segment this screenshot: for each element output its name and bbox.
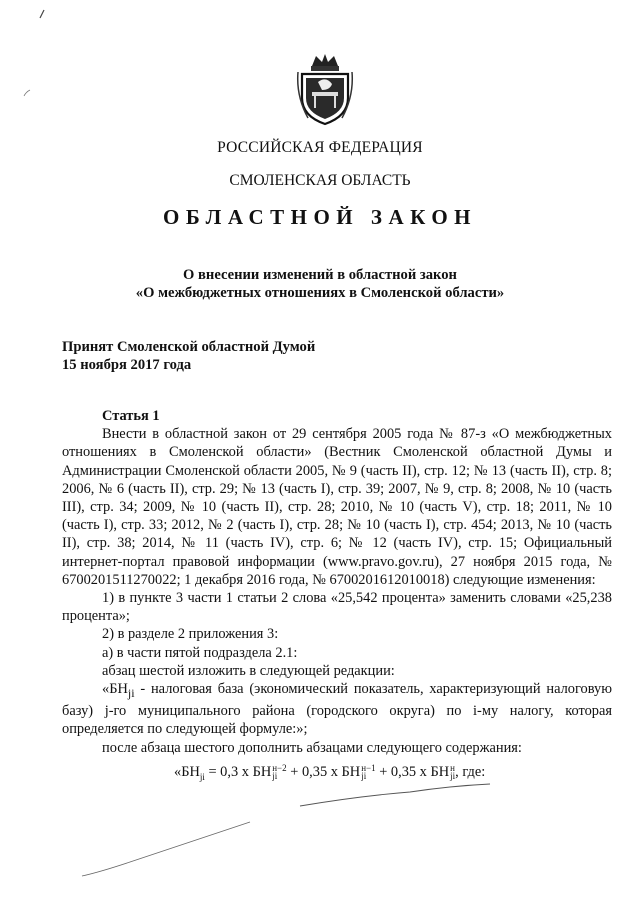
- document-type-heading: ОБЛАСТНОЙ ЗАКОН: [162, 205, 477, 229]
- law-body: [62, 407, 612, 786]
- formula-tail: , где:: [455, 763, 486, 780]
- region-heading: СМОЛЕНСКАЯ ОБЛАСТЬ: [229, 172, 411, 189]
- formula-term-2-sup: н−1: [361, 763, 376, 774]
- law-title-line-1: О внесении изменений в областной закон: [183, 267, 457, 283]
- formula-lhs: «БН: [174, 763, 200, 780]
- formula-lhs-sub: ji: [199, 771, 205, 782]
- formula-term-1-sub: ji: [272, 771, 278, 782]
- quote-rest: - налоговая база (экономический показатель, характеризующий налоговую базу) j-го муниципального района (городского округа) по i-му налогу, которая определяется по следующей формуле:»;: [62, 681, 612, 738]
- append-paragraphs-note: после абзаца шестого дополнить абзацами следующего содержания:: [102, 739, 522, 756]
- formula-term-2: + 0,35 x БН: [286, 763, 361, 780]
- adoption-info: [62, 338, 315, 374]
- law-title-line-2: «О межбюджетных отношениях в Смоленской области»: [135, 285, 505, 301]
- formula-term-1-sup: н−2: [272, 763, 287, 774]
- article-item-2: 2) в разделе 2 приложения 3:: [102, 626, 279, 643]
- formula-term-3-sup: н: [450, 763, 455, 774]
- quote-subscript: ji: [127, 685, 135, 700]
- paragraph-six-note: абзац шестой изложить в следующей редакции:: [102, 662, 395, 679]
- adoption-date: 15 ноября 2017 года: [62, 357, 192, 373]
- formula-term-1: = 0,3 x БН: [204, 763, 272, 780]
- formula-term-3-sub: ji: [450, 771, 456, 782]
- quote-open: «БН: [102, 681, 128, 698]
- formula-term-2-sub: ji: [361, 771, 367, 782]
- formula-term-1-indices: [272, 764, 286, 780]
- formula-term-2-indices: [361, 764, 375, 780]
- country-heading: РОССИЙСКАЯ ФЕДЕРАЦИЯ: [217, 139, 423, 156]
- smolensk-coat-of-arms: [296, 52, 354, 126]
- law-title: [0, 266, 640, 302]
- article-intro: Внести в областной закон от 29 сентября 2005 года № 87-з «О межбюджетных отношениях в Смоленской области» (Вестник Смоленской областной Думы и Администрации Смоленской области 2005, № 9 (часть II), стр. 12; № 13 (часть II), стр. 8; 2006, № 6 (часть II), стр. 29; № 13 (часть I), стр. 39; 2007, № 9, стр. 8; 2008, № 10 (часть III), стр. 34; 2009, № 10 (часть II), стр. 28; 2010, № 10 (часть V), стр. 18; 2011, № 10 (часть I), стр. 33; 2012, № 2 (часть I), стр. 28; № 10 (часть I), стр. 454; 2013, № 10 (часть II), стр. 38; 2014, № 11 (часть IV), стр. 6; № 12 (часть IV), стр. 15; Официальный интернет-портал правовой информации (www.pravo.gov.ru), 27 ноября 2015 года, № 6700201511270022; 1 декабря 2016 года, № 6700201612010018) следующие изменения:: [62, 426, 612, 588]
- tax-base-definition: [62, 680, 612, 738]
- tax-base-formula: [62, 763, 612, 786]
- article-heading: Статья 1: [102, 408, 160, 424]
- adoption-body: Принят Смоленской областной Думой: [62, 339, 316, 355]
- article-item-1: 1) в пункте 3 части 1 статьи 2 слова «25,542 процента» заменить словами «25,238 процента»;: [62, 590, 612, 625]
- article-item-2a: а) в части пятой подраздела 2.1:: [102, 644, 298, 661]
- formula-term-3: + 0,35 x БН: [375, 763, 450, 780]
